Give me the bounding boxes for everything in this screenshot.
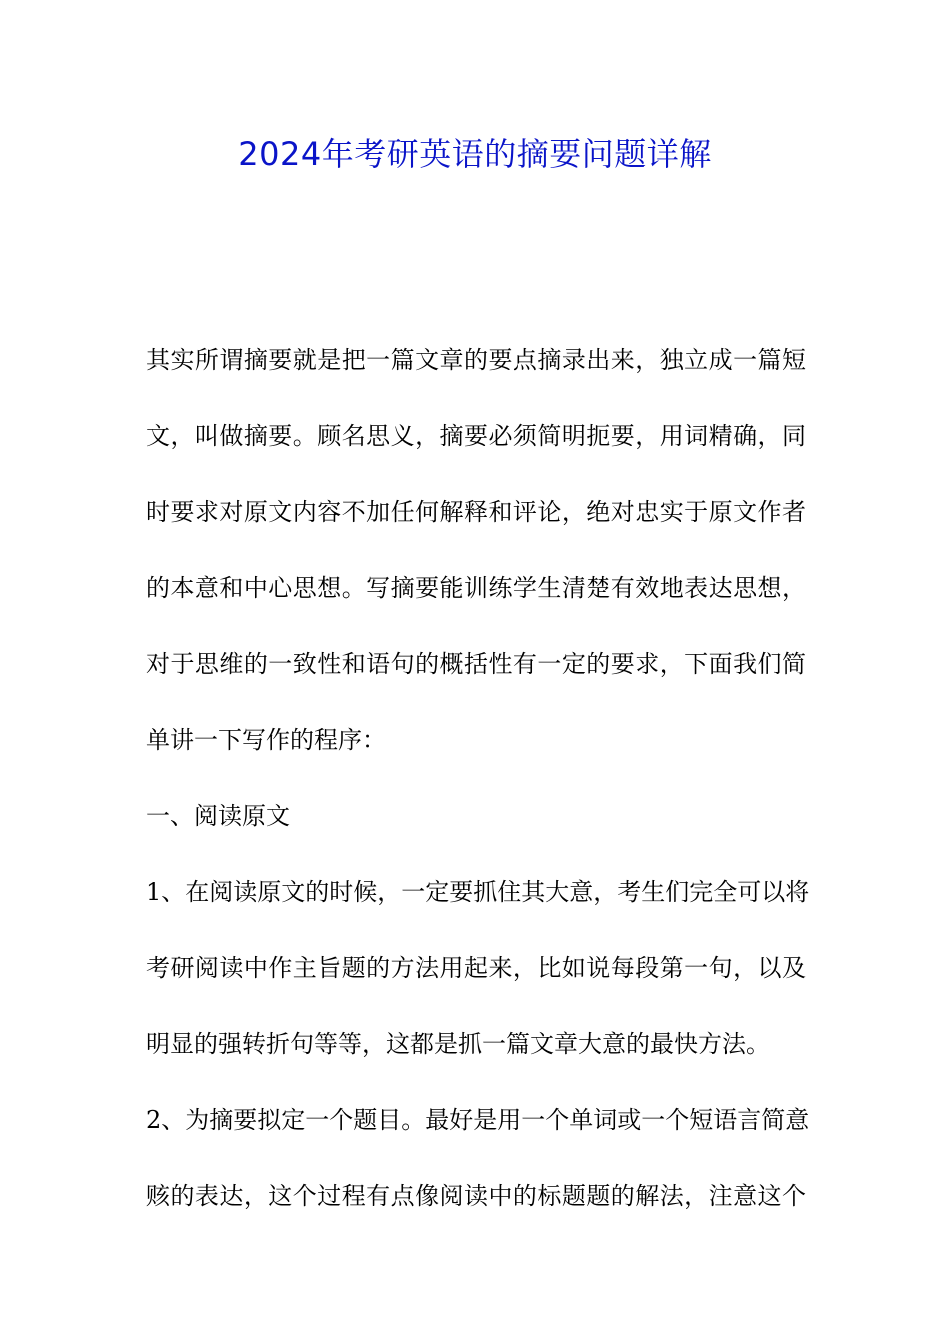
paragraph-step-1 <box>146 870 810 1066</box>
paragraph-step-2 <box>146 1098 810 1218</box>
text-line: 考研阅读中作主旨题的方法用起来，比如说每段第一句，以及 <box>146 954 806 982</box>
paragraph-intro <box>146 338 806 762</box>
text-line: 2、为摘要拟定一个题目。最好是用一个单词或一个短语言简意 <box>146 1106 810 1134</box>
text-line: 赅的表达，这个过程有点像阅读中的标题题的解法，注意这个 <box>146 1182 806 1210</box>
document-body <box>146 338 810 1250</box>
text-line: 文，叫做摘要。顾名思义，摘要必须简明扼要，用词精确，同 <box>146 422 806 450</box>
text-line: 的本意和中心思想。写摘要能训练学生清楚有效地表达思想， <box>146 574 806 602</box>
text-line: 单讲一下写作的程序： <box>146 726 386 754</box>
text-line: 一、阅读原文 <box>146 802 290 830</box>
document-title: 2024年考研英语的摘要问题详解 <box>238 135 712 173</box>
section-heading <box>146 794 806 838</box>
text-line: 其实所谓摘要就是把一篇文章的要点摘录出来，独立成一篇短 <box>146 346 806 374</box>
text-line: 时要求对原文内容不加任何解释和评论，绝对忠实于原文作者 <box>146 498 806 526</box>
text-line: 对于思维的一致性和语句的概括性有一定的要求，下面我们简 <box>146 650 806 678</box>
text-line: 1、在阅读原文的时候，一定要抓住其大意，考生们完全可以将 <box>146 878 810 906</box>
text-line: 明显的强转折句等等，这都是抓一篇文章大意的最快方法。 <box>146 1030 770 1058</box>
